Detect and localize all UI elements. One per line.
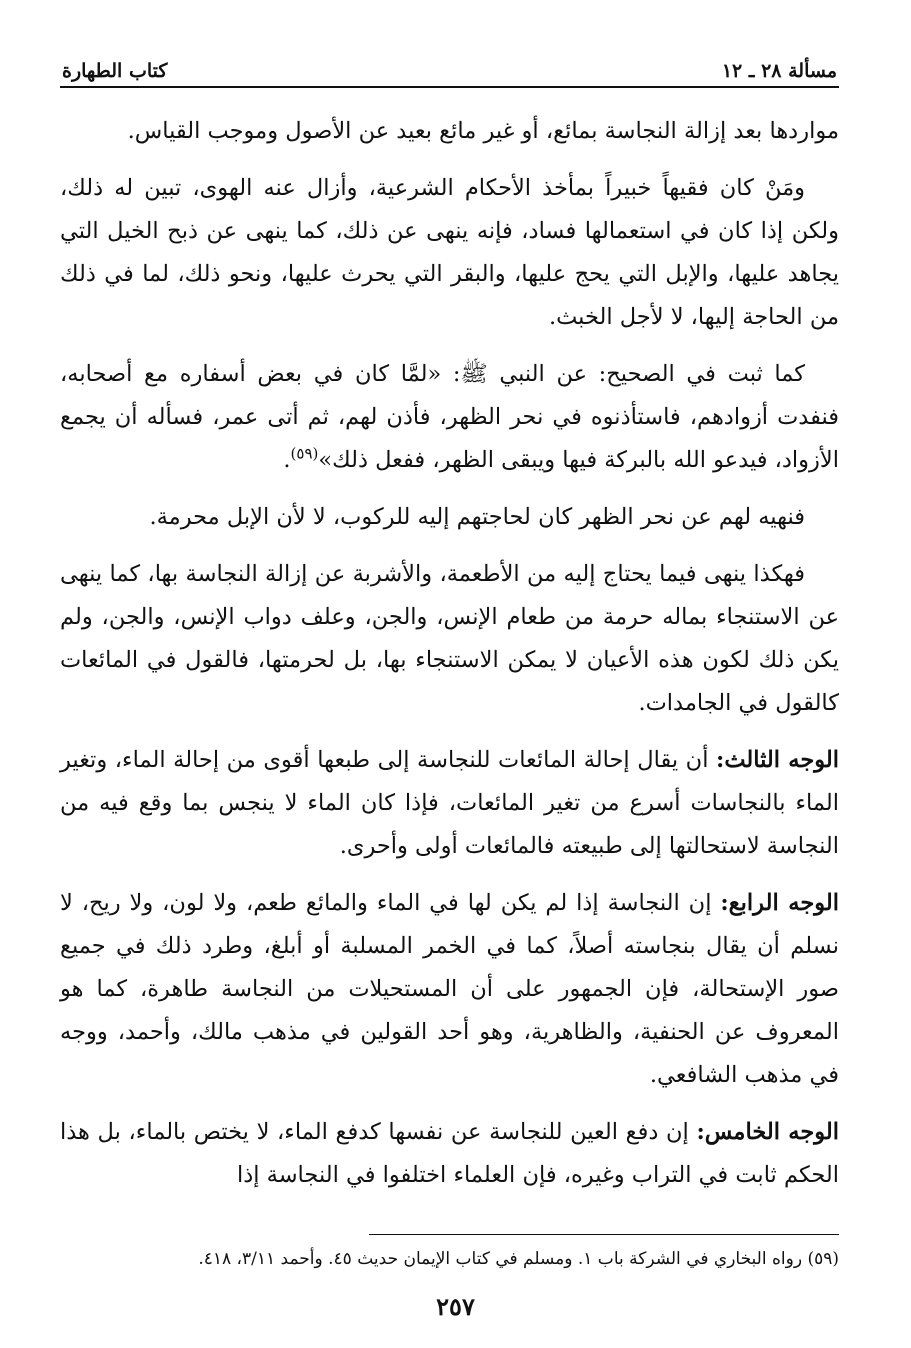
footnote: (٥٩) رواه البخاري في الشركة باب ١. ومسلم في كتاب الإيمان حديث ٤٥. وأحمد ٣/١١، ٤١٨. — [198, 1249, 839, 1269]
paragraph-text: ومَنْ كان فقيهاً خبيراً بمأخذ الأحكام الشرعية، وأزال عنه الهوى، تبين له ذلك، ولكن إذا كان في استعمالها فساد، فإنه ينهى عن ذلك، كما ينهى عن ذبح الخيل التي يجاهد عليها، والإبل التي يحج عليها، والبقر التي يحرث عليها، ونحو ذلك، لما في ذلك من الحاجة إليها، لا لأجل الخبث. — [60, 175, 839, 330]
section-heading: الوجه الثالث: — [716, 747, 840, 773]
paragraph-text: أن يقال إحالة المائعات للنجاسة إلى طبعها أقوى من إحالة الماء، وتغير الماء بالنجاسات أسرع من تغير المائعات، فإذا كان الماء لا ينجس بما وقع فيه من النجاسة لاستحالتها إلى طبيعته فالمائعات أولى وأحرى. — [60, 747, 839, 859]
header-book-title: كتاب الطهارة — [62, 60, 168, 82]
paragraph — [60, 1111, 839, 1197]
header-issue-number: مسألة ٢٨ ـ ١٢ — [721, 60, 837, 82]
section-heading: الوجه الرابع: — [720, 890, 839, 916]
paragraph-text: فهكذا ينهى فيما يحتاج إليه من الأطعمة، والأشربة عن إزالة النجاسة بها، كما ينهى عن الاستنجاء بماله حرمة من طعام الإنس، والجن، وعلف دواب الإنس، والجن، ولم يكن ذلك لكون هذه الأعيان لا يمكن الاستنجاء بها، بل لحرمتها، فالقول في المائعات كالقول في الجامدات. — [60, 561, 839, 716]
paragraph-text-end: . — [283, 447, 291, 473]
body-text — [60, 110, 839, 1197]
paragraph-text: إن دفع العين للنجاسة عن نفسها كدفع الماء، لا يختص بالماء، بل هذا الحكم ثابت في التراب وغيره، فإن العلماء اختلفوا في النجاسة إذا — [60, 1119, 839, 1188]
paragraph — [60, 353, 839, 482]
footnote-divider — [369, 1234, 839, 1235]
running-header — [60, 42, 839, 88]
paragraph — [60, 110, 839, 153]
paragraph — [60, 739, 839, 868]
footnote-reference: (٥٩) — [290, 444, 319, 463]
section-heading: الوجه الخامس: — [696, 1119, 839, 1145]
paragraph — [60, 553, 839, 725]
paragraph-text: مواردها بعد إزالة النجاسة بمائع، أو غير مائع بعيد عن الأصول وموجب القياس. — [127, 118, 839, 144]
page-number: ٢٥٧ — [436, 1292, 475, 1321]
paragraph-text: إن النجاسة إذا لم يكن لها في الماء والمائع طعم، ولا لون، ولا ريح، لا نسلم أن يقال بنجاسته أصلاً، كما في الخمر المسلبة أو أبلغ، وطرد ذلك في جميع صور الإستحالة، فإن الجمهور على أن المستحيلات من النجاسة طاهرة، كما هو المعروف عن الحنفية، والظاهرية، وهو أحد القولين في مذهب مالك، وأحمد، ووجه في مذهب الشافعي. — [60, 890, 839, 1088]
paragraph — [60, 496, 839, 539]
paragraph-text: كما ثبت في الصحيح: عن النبي ﷺ: «لمَّا كان في بعض أسفاره مع أصحابه، فنفدت أزوادهم، فاستأذنوه في نحر الظهر، فأذن لهم، ثم أتى عمر، فسأله أن يجمع الأزواد، فيدعو الله بالبركة فيها ويبقى الظهر، ففعل ذلك» — [60, 361, 839, 473]
paragraph — [60, 167, 839, 339]
paragraph-text: فنهيه لهم عن نحر الظهر كان لحاجتهم إليه للركوب، لا لأن الإبل محرمة. — [149, 504, 805, 530]
paragraph — [60, 882, 839, 1097]
